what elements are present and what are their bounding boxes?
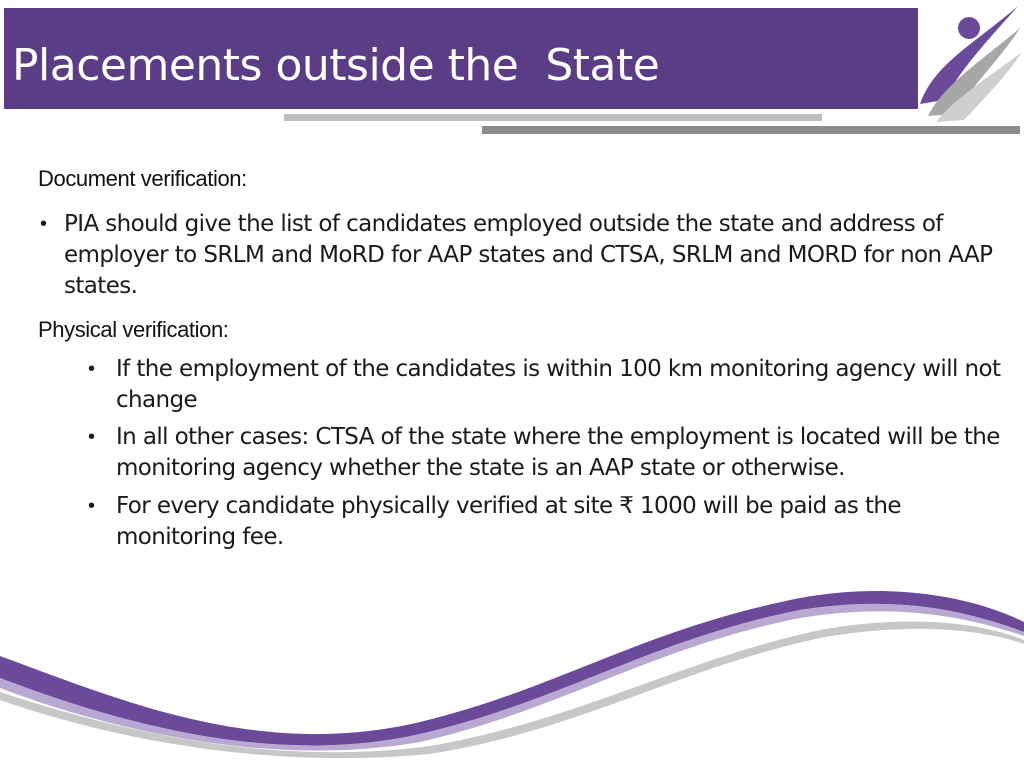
physical-bullet-text: If the employment of the candidates is within 100 km monitoring agency will not change <box>116 356 1001 413</box>
physical-verification-heading: Physical verification: <box>38 317 229 342</box>
bullet-marker: • <box>88 495 96 517</box>
divider-rule-light <box>284 114 822 121</box>
purple-wave-swoosh-icon <box>0 570 1024 768</box>
title-bar <box>4 8 918 109</box>
document-bullet-text: PIA should give the list of candidates employed outside the state and address of employer to SRLM and MoRD for AAP states and CTSA, SRLM and MORD for non AAP states. <box>64 211 993 299</box>
bullet-marker: • <box>88 426 96 448</box>
divider-rule-dark <box>482 126 1020 134</box>
slide-title: Placements outside the State <box>12 40 660 91</box>
physical-bullet-text: For every candidate physically verified at site ₹ 1000 will be paid as the monitoring fee. <box>116 493 901 550</box>
bullet-marker: • <box>40 213 48 235</box>
figure-swoosh-logo-icon <box>914 4 1022 122</box>
bullet-marker: • <box>88 358 96 380</box>
document-verification-heading: Document verification: <box>38 166 247 191</box>
physical-bullet-text: In all other cases: CTSA of the state where the employment is located will be the monitoring agency whether the state is an AAP state or otherwise. <box>116 424 1000 481</box>
